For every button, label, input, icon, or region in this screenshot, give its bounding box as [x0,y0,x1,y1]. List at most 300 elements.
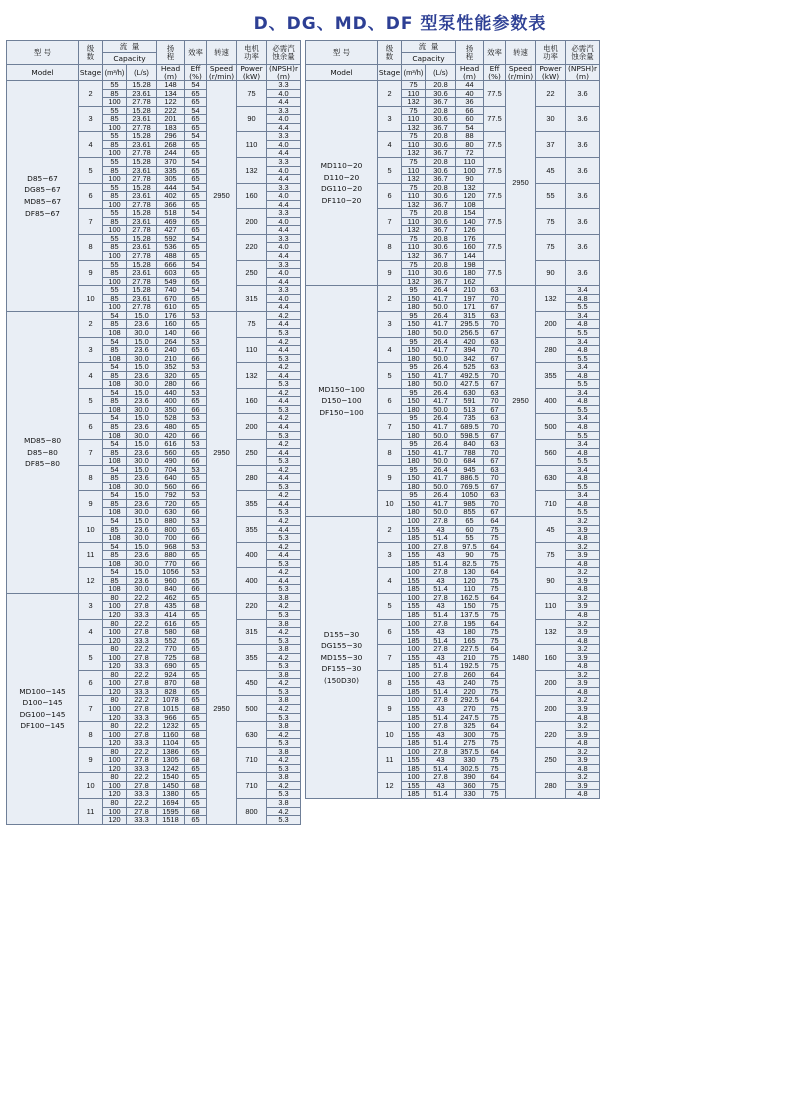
head-value: 302.5 [456,764,484,773]
eff-value: 65 [185,636,207,645]
capacity-ls: 15.28 [127,286,157,295]
npsh-value: 5.3 [267,534,301,543]
capacity-m3h: 100 [402,593,426,602]
power-cell: 220 [237,593,267,619]
stage-cell: 6 [378,619,402,645]
eff-value: 75 [484,713,506,722]
npsh-value: 3.9 [566,628,600,637]
eff-value: 65 [185,525,207,534]
head-value: 370 [157,158,185,167]
capacity-m3h: 75 [402,183,426,192]
capacity-m3h: 100 [402,619,426,628]
capacity-m3h: 150 [402,320,426,329]
head-value: 264 [157,337,185,346]
npsh-value: 5.5 [566,354,600,363]
head-value: 690 [157,662,185,671]
capacity-ls: 27.78 [127,98,157,107]
capacity-m3h: 95 [402,311,426,320]
npsh-value: 5.3 [267,482,301,491]
npsh-value: 3.8 [267,670,301,679]
eff-value: 75 [484,662,506,671]
capacity-ls: 51.4 [426,585,456,594]
capacity-ls: 22.2 [127,645,157,654]
npsh-value: 4.8 [566,739,600,748]
head-value: 97.5 [456,542,484,551]
eff-value: 64 [484,542,506,551]
speed-cell: 1480 [506,516,536,798]
power-cell: 160 [237,388,267,414]
capacity-ls: 23.6 [127,320,157,329]
power-cell: 160 [536,645,566,671]
npsh-value: 4.4 [267,226,301,235]
head-value: 536 [157,243,185,252]
stage-cell: 6 [378,388,402,414]
capacity-m3h: 110 [402,140,426,149]
stage-cell: 6 [378,183,402,209]
npsh-value: 3.3 [267,286,301,295]
stage-cell: 9 [79,491,103,517]
capacity-m3h: 54 [103,414,127,423]
eff-value: 65 [185,611,207,620]
capacity-m3h: 132 [402,277,426,286]
npsh-value: 4.2 [267,465,301,474]
capacity-ls: 27.8 [127,705,157,714]
npsh-value: 3.4 [566,491,600,500]
capacity-ls: 30.6 [426,115,456,124]
npsh-value: 4.4 [267,123,301,132]
capacity-m3h: 185 [402,585,426,594]
capacity-ls: 51.4 [426,713,456,722]
eff-value: 68 [185,807,207,816]
eff-value: 67 [484,328,506,337]
eff-value: 53 [185,388,207,397]
head-value: 610 [157,303,185,312]
capacity-ls: 23.6 [127,422,157,431]
head-value: 227.5 [456,645,484,654]
capacity-ls: 27.78 [127,149,157,158]
capacity-m3h: 100 [402,542,426,551]
head-value: 390 [456,773,484,782]
th-model: 型 号 [7,41,79,65]
npsh-value: 5.3 [267,687,301,696]
npsh-value: 4.4 [267,320,301,329]
head-value: 198 [456,260,484,269]
capacity-ls: 20.8 [426,158,456,167]
capacity-ls: 33.3 [127,739,157,748]
npsh-value: 4.2 [267,542,301,551]
capacity-ls: 50.0 [426,303,456,312]
capacity-m3h: 110 [402,269,426,278]
capacity-ls: 15.0 [127,465,157,474]
capacity-m3h: 85 [103,499,127,508]
capacity-ls: 26.4 [426,286,456,295]
npsh-value: 4.0 [267,217,301,226]
capacity-ls: 23.61 [127,217,157,226]
power-cell: 560 [536,440,566,466]
eff-value: 65 [185,713,207,722]
head-value: 366 [157,200,185,209]
capacity-ls: 51.4 [426,611,456,620]
eff-value: 65 [185,192,207,201]
capacity-ls: 50.0 [426,482,456,491]
capacity-ls: 22.2 [127,619,157,628]
th-eff-en: Eff (%) [484,65,506,81]
eff-value: 53 [185,465,207,474]
capacity-m3h: 80 [103,747,127,756]
head-value: 1518 [157,816,185,825]
capacity-ls: 41.7 [426,397,456,406]
head-value: 518 [157,209,185,218]
power-cell: 132 [536,619,566,645]
head-value: 171 [456,303,484,312]
eff-value: 70 [484,499,506,508]
head-value: 357.5 [456,747,484,756]
capacity-ls: 22.2 [127,799,157,808]
npsh-value: 3.8 [267,722,301,731]
capacity-m3h: 100 [402,516,426,525]
power-cell: 75 [536,542,566,568]
npsh-value: 3.2 [566,722,600,731]
npsh-value: 4.0 [267,89,301,98]
power-cell: 280 [536,773,566,799]
eff-value: 65 [185,269,207,278]
th-stage-en: Stage [378,65,402,81]
eff-value: 65 [185,346,207,355]
head-value: 592 [157,234,185,243]
capacity-m3h: 120 [103,636,127,645]
th-stage: 级 数 [79,41,103,65]
capacity-m3h: 155 [402,679,426,688]
capacity-m3h: 100 [103,756,127,765]
power-cell: 110 [237,132,267,158]
eff-value: 65 [185,422,207,431]
eff-value: 70 [484,320,506,329]
eff-value: 65 [185,89,207,98]
power-cell: 315 [237,286,267,312]
capacity-m3h: 120 [103,662,127,671]
capacity-ls: 33.3 [127,713,157,722]
head-value: 244 [157,149,185,158]
capacity-ls: 27.8 [426,645,456,654]
npsh-value: 3.9 [566,576,600,585]
capacity-ls: 23.61 [127,166,157,175]
head-value: 90 [456,551,484,560]
eff-value: 68 [185,628,207,637]
capacity-m3h: 150 [402,294,426,303]
capacity-m3h: 185 [402,739,426,748]
head-value: 325 [456,722,484,731]
capacity-ls: 43 [426,653,456,662]
stage-cell: 6 [79,670,103,696]
head-value: 256.5 [456,328,484,337]
npsh-value: 3.3 [267,81,301,90]
npsh-value: 4.8 [566,397,600,406]
capacity-m3h: 108 [103,585,127,594]
capacity-m3h: 108 [103,508,127,517]
th-model-en: Model [306,65,378,81]
power-cell: 200 [237,414,267,440]
npsh-value: 5.3 [267,457,301,466]
speed-cell: 2950 [506,286,536,517]
power-cell: 800 [237,799,267,825]
capacity-m3h: 100 [402,670,426,679]
head-value: 165 [456,636,484,645]
stage-cell: 7 [378,414,402,440]
th-head: 扬 程 [157,41,185,65]
table-row [306,286,600,295]
head-value: 469 [157,217,185,226]
npsh-value: 4.8 [566,790,600,799]
capacity-ls: 23.6 [127,346,157,355]
head-value: 66 [456,106,484,115]
npsh-value: 5.5 [566,508,600,517]
eff-value: 54 [185,209,207,218]
capacity-ls: 50.0 [426,457,456,466]
stage-cell: 5 [378,593,402,619]
power-cell: 160 [237,183,267,209]
capacity-ls: 27.78 [127,303,157,312]
speed-cell: 2950 [207,311,237,593]
capacity-m3h: 132 [402,123,426,132]
npsh-value: 4.2 [267,363,301,372]
capacity-m3h: 80 [103,773,127,782]
head-value: 60 [456,525,484,534]
eff-value: 70 [484,448,506,457]
capacity-m3h: 100 [103,98,127,107]
capacity-ls: 36.7 [426,123,456,132]
power-cell: 355 [237,516,267,542]
capacity-ls: 50.0 [426,354,456,363]
stage-cell: 4 [79,132,103,158]
capacity-ls: 30.0 [127,405,157,414]
th-stage-en: Stage [79,65,103,81]
capacity-ls: 33.3 [127,687,157,696]
npsh-value: 4.2 [267,414,301,423]
th-power: 电机 功率 [237,41,267,65]
eff-value: 65 [185,773,207,782]
stage-cell: 6 [79,414,103,440]
th-speed: 转速 [207,41,237,65]
eff-value: 65 [185,200,207,209]
eff-value: 77.5 [484,132,506,158]
capacity-m3h: 150 [402,397,426,406]
power-cell: 45 [536,516,566,542]
head-value: 315 [456,311,484,320]
npsh-value: 3.8 [267,747,301,756]
npsh-value: 3.9 [566,705,600,714]
capacity-m3h: 100 [402,773,426,782]
capacity-ls: 22.2 [127,747,157,756]
capacity-ls: 20.8 [426,106,456,115]
head-value: 1450 [157,781,185,790]
capacity-ls: 30.6 [426,269,456,278]
eff-value: 67 [484,508,506,517]
th-model-en: Model [7,65,79,81]
npsh-value: 4.2 [267,516,301,525]
capacity-ls: 15.28 [127,234,157,243]
capacity-ls: 27.78 [127,226,157,235]
capacity-ls: 36.7 [426,149,456,158]
capacity-ls: 23.6 [127,525,157,534]
npsh-value: 3.3 [267,183,301,192]
eff-value: 67 [484,380,506,389]
head-value: 350 [157,405,185,414]
capacity-m3h: 110 [402,243,426,252]
head-value: 270 [456,705,484,714]
th-head-en: Head (m) [456,65,484,81]
capacity-m3h: 100 [103,149,127,158]
capacity-m3h: 80 [103,696,127,705]
stage-cell: 9 [378,465,402,491]
capacity-ls: 27.78 [127,277,157,286]
capacity-m3h: 132 [402,175,426,184]
capacity-m3h: 85 [103,269,127,278]
model-cell: MD110−20 D110−20 DG110−20 DF110−20 [306,81,378,286]
power-cell: 220 [237,234,267,260]
capacity-m3h: 150 [402,448,426,457]
eff-value: 65 [185,764,207,773]
capacity-ls: 41.7 [426,474,456,483]
power-cell: 75 [237,311,267,337]
eff-value: 53 [185,568,207,577]
head-value: 55 [456,534,484,543]
power-cell: 450 [237,670,267,696]
head-value: 201 [157,115,185,124]
head-value: 88 [456,132,484,141]
stage-cell: 10 [79,286,103,312]
npsh-value: 3.3 [267,158,301,167]
capacity-m3h: 120 [103,790,127,799]
left-table-wrap [6,40,301,825]
head-value: 462 [157,593,185,602]
capacity-ls: 23.61 [127,269,157,278]
eff-value: 63 [484,286,506,295]
stage-cell: 3 [378,106,402,132]
capacity-m3h: 108 [103,354,127,363]
npsh-value: 3.2 [566,568,600,577]
power-cell: 400 [237,568,267,594]
npsh-value: 5.3 [267,508,301,517]
eff-value: 63 [484,311,506,320]
capacity-m3h: 108 [103,457,127,466]
eff-value: 75 [484,636,506,645]
stage-cell: 3 [79,593,103,619]
npsh-value: 5.3 [267,662,301,671]
capacity-m3h: 155 [402,730,426,739]
eff-value: 65 [185,696,207,705]
capacity-ls: 41.7 [426,499,456,508]
capacity-ls: 20.8 [426,132,456,141]
npsh-value: 3.2 [566,593,600,602]
npsh-value: 4.4 [267,371,301,380]
eff-value: 65 [185,662,207,671]
head-value: 792 [157,491,185,500]
capacity-ls: 15.0 [127,542,157,551]
capacity-ls: 51.4 [426,739,456,748]
power-cell: 355 [536,363,566,389]
eff-value: 75 [484,559,506,568]
head-value: 110 [456,585,484,594]
npsh-value: 3.8 [267,773,301,782]
capacity-m3h: 75 [402,234,426,243]
head-value: 525 [456,363,484,372]
eff-value: 70 [484,397,506,406]
npsh-value: 5.3 [267,559,301,568]
eff-value: 77.5 [484,260,506,286]
eff-value: 65 [185,149,207,158]
head-value: 352 [157,363,185,372]
capacity-ls: 23.6 [127,576,157,585]
eff-value: 65 [185,303,207,312]
eff-value: 70 [484,474,506,483]
eff-value: 65 [185,217,207,226]
stage-cell: 8 [79,465,103,491]
npsh-value: 5.5 [566,457,600,466]
npsh-value: 5.3 [267,739,301,748]
eff-value: 75 [484,551,506,560]
capacity-m3h: 110 [402,89,426,98]
npsh-value: 4.8 [566,474,600,483]
stage-cell: 4 [79,619,103,645]
capacity-m3h: 155 [402,576,426,585]
npsh-value: 4.8 [566,662,600,671]
capacity-m3h: 80 [103,593,127,602]
eff-value: 77.5 [484,234,506,260]
capacity-ls: 26.4 [426,337,456,346]
head-value: 150 [456,602,484,611]
stage-cell: 11 [378,747,402,773]
head-value: 210 [456,653,484,662]
eff-value: 66 [185,380,207,389]
capacity-m3h: 85 [103,448,127,457]
eff-value: 54 [185,234,207,243]
capacity-ls: 50.0 [426,508,456,517]
head-value: 492.5 [456,371,484,380]
head-value: 770 [157,559,185,568]
head-value: 960 [157,576,185,585]
npsh-value: 4.4 [267,252,301,261]
head-value: 400 [157,397,185,406]
npsh-value: 4.2 [267,653,301,662]
capacity-m3h: 100 [103,705,127,714]
eff-value: 53 [185,542,207,551]
eff-value: 65 [185,175,207,184]
eff-value: 66 [185,354,207,363]
capacity-m3h: 110 [402,192,426,201]
npsh-value: 5.3 [267,611,301,620]
eff-value: 53 [185,337,207,346]
capacity-m3h: 80 [103,722,127,731]
npsh-value: 3.6 [566,234,600,260]
head-value: 240 [456,679,484,688]
npsh-value: 5.3 [267,354,301,363]
capacity-m3h: 180 [402,354,426,363]
head-value: 295.5 [456,320,484,329]
capacity-ls: 22.2 [127,593,157,602]
head-value: 140 [456,217,484,226]
capacity-ls: 30.6 [426,243,456,252]
capacity-ls: 43 [426,602,456,611]
head-value: 840 [456,440,484,449]
capacity-ls: 50.0 [426,405,456,414]
head-value: 292.5 [456,696,484,705]
capacity-ls: 30.6 [426,217,456,226]
head-value: 591 [456,397,484,406]
npsh-value: 5.3 [267,816,301,825]
capacity-m3h: 155 [402,628,426,637]
eff-value: 65 [185,166,207,175]
capacity-m3h: 95 [402,363,426,372]
